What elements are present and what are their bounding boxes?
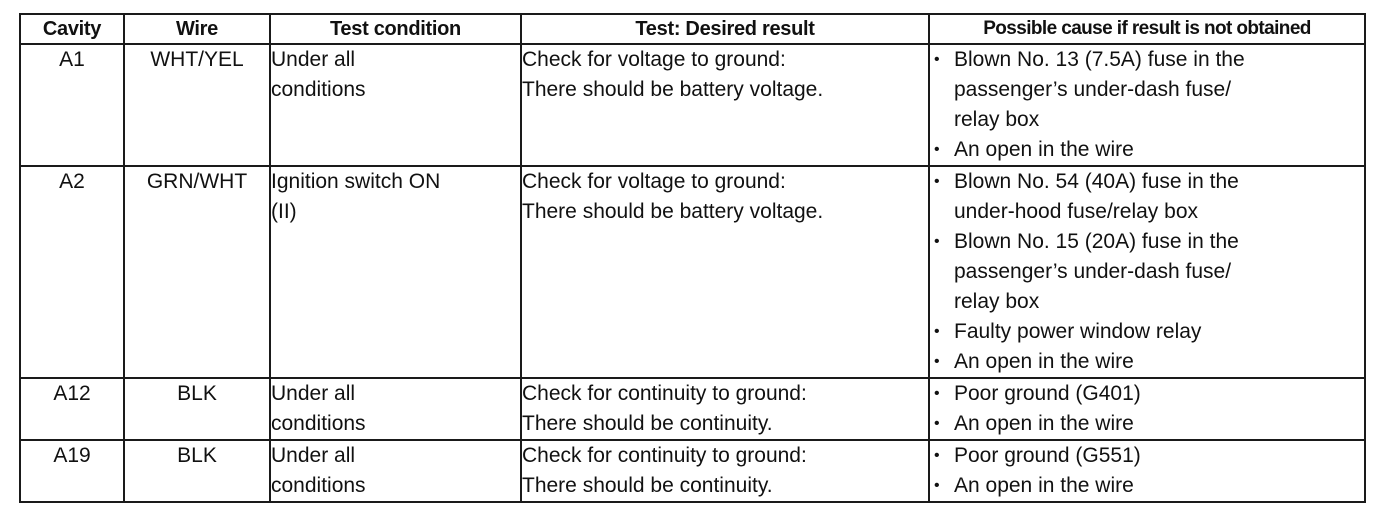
condition-cell: [270, 44, 521, 166]
condition-cell: [270, 378, 521, 440]
cause-text: • Poor ground (G401): [954, 382, 1141, 405]
cavity-cell: A2: [20, 166, 124, 378]
cause-item: [930, 409, 1364, 439]
result-line: There should be battery voltage.: [522, 78, 824, 101]
wire-cell: BLK: [124, 440, 270, 502]
cause-text: • An open in the wire: [954, 412, 1134, 435]
result-line: Check for continuity to ground:: [522, 382, 807, 405]
condition-line: (II): [271, 200, 297, 223]
cause-text: passenger’s under-dash fuse/: [954, 78, 1232, 101]
table-row: [20, 44, 1365, 166]
cause-item: [930, 227, 1364, 317]
condition-line: Under all: [271, 444, 356, 467]
cause-item: [930, 135, 1364, 165]
header-cavity: Cavity: [20, 14, 124, 44]
header-possible-cause: Possible cause if result is not obtained: [929, 14, 1365, 44]
cause-list: [930, 167, 1364, 377]
result-line: There should be continuity.: [522, 412, 773, 435]
cause-item: [930, 347, 1364, 377]
cause-text: • An open in the wire: [954, 474, 1134, 497]
condition-line: conditions: [271, 412, 366, 435]
cause-text: • Faulty power window relay: [954, 320, 1202, 343]
result-cell: [521, 44, 929, 166]
cause-text: • An open in the wire: [954, 350, 1134, 373]
cause-item: [930, 471, 1364, 501]
result-line: Check for voltage to ground:: [522, 48, 786, 71]
condition-line: conditions: [271, 474, 366, 497]
cause-text: • Blown No. 15 (20A) fuse in the: [954, 230, 1239, 253]
cause-item: [930, 441, 1364, 471]
result-line: There should be battery voltage.: [522, 200, 824, 223]
cavity-cell: A19: [20, 440, 124, 502]
condition-line: conditions: [271, 78, 366, 101]
table-row: [20, 440, 1365, 502]
wire-cell: WHT/YEL: [124, 44, 270, 166]
result-line: Check for voltage to ground:: [522, 170, 786, 193]
cavity-cell: A12: [20, 378, 124, 440]
header-row: [20, 14, 1365, 44]
cause-item: [930, 317, 1364, 347]
cause-cell: [929, 440, 1365, 502]
cause-item: [930, 379, 1364, 409]
condition-cell: [270, 440, 521, 502]
diagnostic-table: [19, 13, 1366, 503]
cause-text: relay box: [954, 290, 1040, 313]
cause-cell: [929, 166, 1365, 378]
diagnostic-table-container: [19, 13, 1366, 503]
condition-line: Under all: [271, 48, 356, 71]
cause-list: [930, 379, 1364, 439]
header-wire: Wire: [124, 14, 270, 44]
table-row: [20, 166, 1365, 378]
result-line: Check for continuity to ground:: [522, 444, 807, 467]
cause-text: relay box: [954, 108, 1040, 131]
cause-text: under-hood fuse/relay box: [954, 200, 1198, 223]
table-row: [20, 378, 1365, 440]
header-desired-result: Test: Desired result: [521, 14, 929, 44]
cause-text: • An open in the wire: [954, 138, 1134, 161]
condition-cell: [270, 166, 521, 378]
cause-item: [930, 167, 1364, 227]
cause-text: • Poor ground (G551): [954, 444, 1141, 467]
cause-text: • Blown No. 13 (7.5A) fuse in the: [954, 48, 1245, 71]
cause-cell: [929, 44, 1365, 166]
result-cell: [521, 378, 929, 440]
result-line: There should be continuity.: [522, 474, 773, 497]
cavity-cell: A1: [20, 44, 124, 166]
condition-line: Under all: [271, 382, 356, 405]
header-test-condition: Test condition: [270, 14, 521, 44]
cause-item: [930, 45, 1364, 135]
cause-text: passenger’s under-dash fuse/: [954, 260, 1232, 283]
cause-list: [930, 45, 1364, 165]
wire-cell: GRN/WHT: [124, 166, 270, 378]
cause-list: [930, 441, 1364, 501]
cause-text: • Blown No. 54 (40A) fuse in the: [954, 170, 1239, 193]
condition-line: Ignition switch ON: [271, 170, 441, 193]
result-cell: [521, 440, 929, 502]
result-cell: [521, 166, 929, 378]
wire-cell: BLK: [124, 378, 270, 440]
cause-cell: [929, 378, 1365, 440]
